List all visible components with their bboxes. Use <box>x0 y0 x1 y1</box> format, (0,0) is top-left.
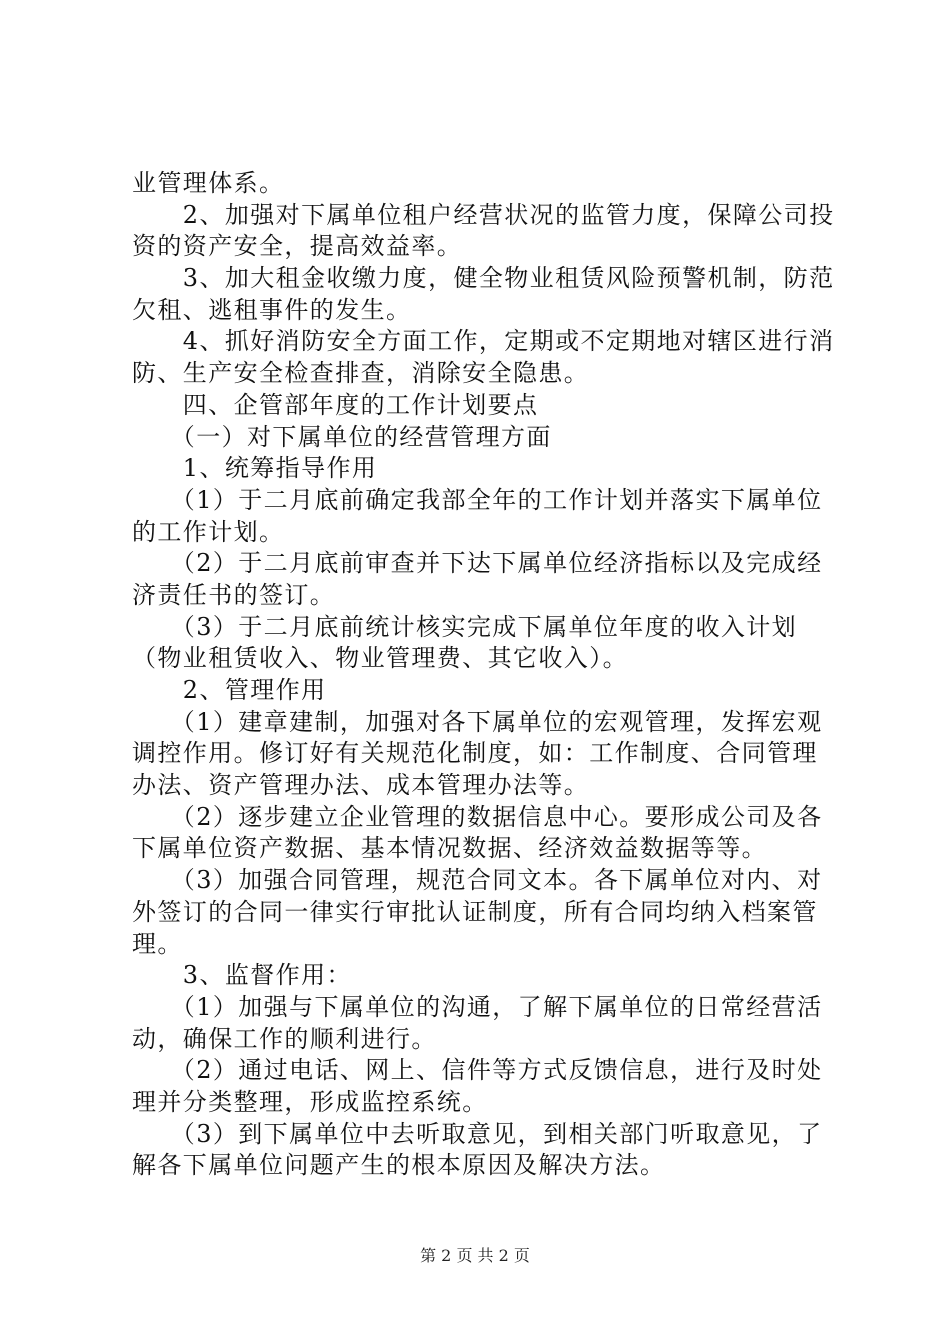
text-line: 4、抓好消防安全方面工作，定期或不定期地对辖区进行消 <box>132 327 835 356</box>
text-line: 防、生产安全检查排查，消除安全隐患。 <box>132 359 590 388</box>
text-line: （1）于二月底前确定我部全年的工作计划并落实下属单位 <box>132 485 823 514</box>
text-line: 理并分类整理，形成监控系统。 <box>132 1087 488 1116</box>
text-line: 四、企管部年度的工作计划要点 <box>132 390 539 419</box>
text-line: 理。 <box>132 929 183 958</box>
document-body <box>132 168 835 1182</box>
text-line: 2、加强对下属单位租户经营状况的监管力度，保障公司投 <box>132 200 835 229</box>
text-line: （物业租赁收入、物业管理费、其它收入）。 <box>132 644 628 673</box>
text-line: 动，确保工作的顺利进行。 <box>132 1024 437 1053</box>
text-line: 业管理体系。 <box>132 169 285 197</box>
text-line: 外签订的合同一律实行审批认证制度，所有合同均纳入档案管 <box>132 897 818 926</box>
text-line: 解各下属单位问题产生的根本原因及解决方法。 <box>132 1151 666 1180</box>
text-line: 资的资产安全，提高效益率。 <box>132 232 463 261</box>
text-line: 3、监督作用： <box>132 961 352 990</box>
text-line: 1、统筹指导作用 <box>132 454 378 483</box>
page-footer: 第 2 页 共 2 页 <box>420 1246 530 1265</box>
text-line: 调控作用。修订好有关规范化制度，如：工作制度、合同管理 <box>132 739 818 768</box>
text-line: 下属单位资产数据、基本情况数据、经济效益数据等等。 <box>132 834 767 863</box>
text-line: 3、加大租金收缴力度，健全物业租赁风险预警机制，防范 <box>132 264 835 293</box>
text-line: （2）逐步建立企业管理的数据信息中心。要形成公司及各 <box>132 802 823 831</box>
text-line: （2）于二月底前审查并下达下属单位经济指标以及完成经 <box>132 549 823 578</box>
text-line: （2）通过电话、网上、信件等方式反馈信息，进行及时处 <box>132 1056 823 1085</box>
text-line: （1）加强与下属单位的沟通，了解下属单位的日常经营活 <box>132 992 823 1021</box>
text-line: （3）于二月底前统计核实完成下属单位年度的收入计划 <box>132 612 798 641</box>
text-line: 2、管理作用 <box>132 676 327 704</box>
text-line: 济责任书的签订。 <box>132 580 336 609</box>
text-line: 的工作计划。 <box>132 517 285 546</box>
text-line: 办法、资产管理办法、成本管理办法等。 <box>132 771 590 800</box>
text-line: （1）建章建制，加强对各下属单位的宏观管理，发挥宏观 <box>132 707 823 736</box>
text-line: （3）加强合同管理，规范合同文本。各下属单位对内、对 <box>132 866 823 895</box>
text-line: （3）到下属单位中去听取意见，到相关部门听取意见，了 <box>132 1119 823 1148</box>
text-line: （一）对下属单位的经营管理方面 <box>132 422 552 451</box>
text-line: 欠租、逃租事件的发生。 <box>132 295 412 324</box>
